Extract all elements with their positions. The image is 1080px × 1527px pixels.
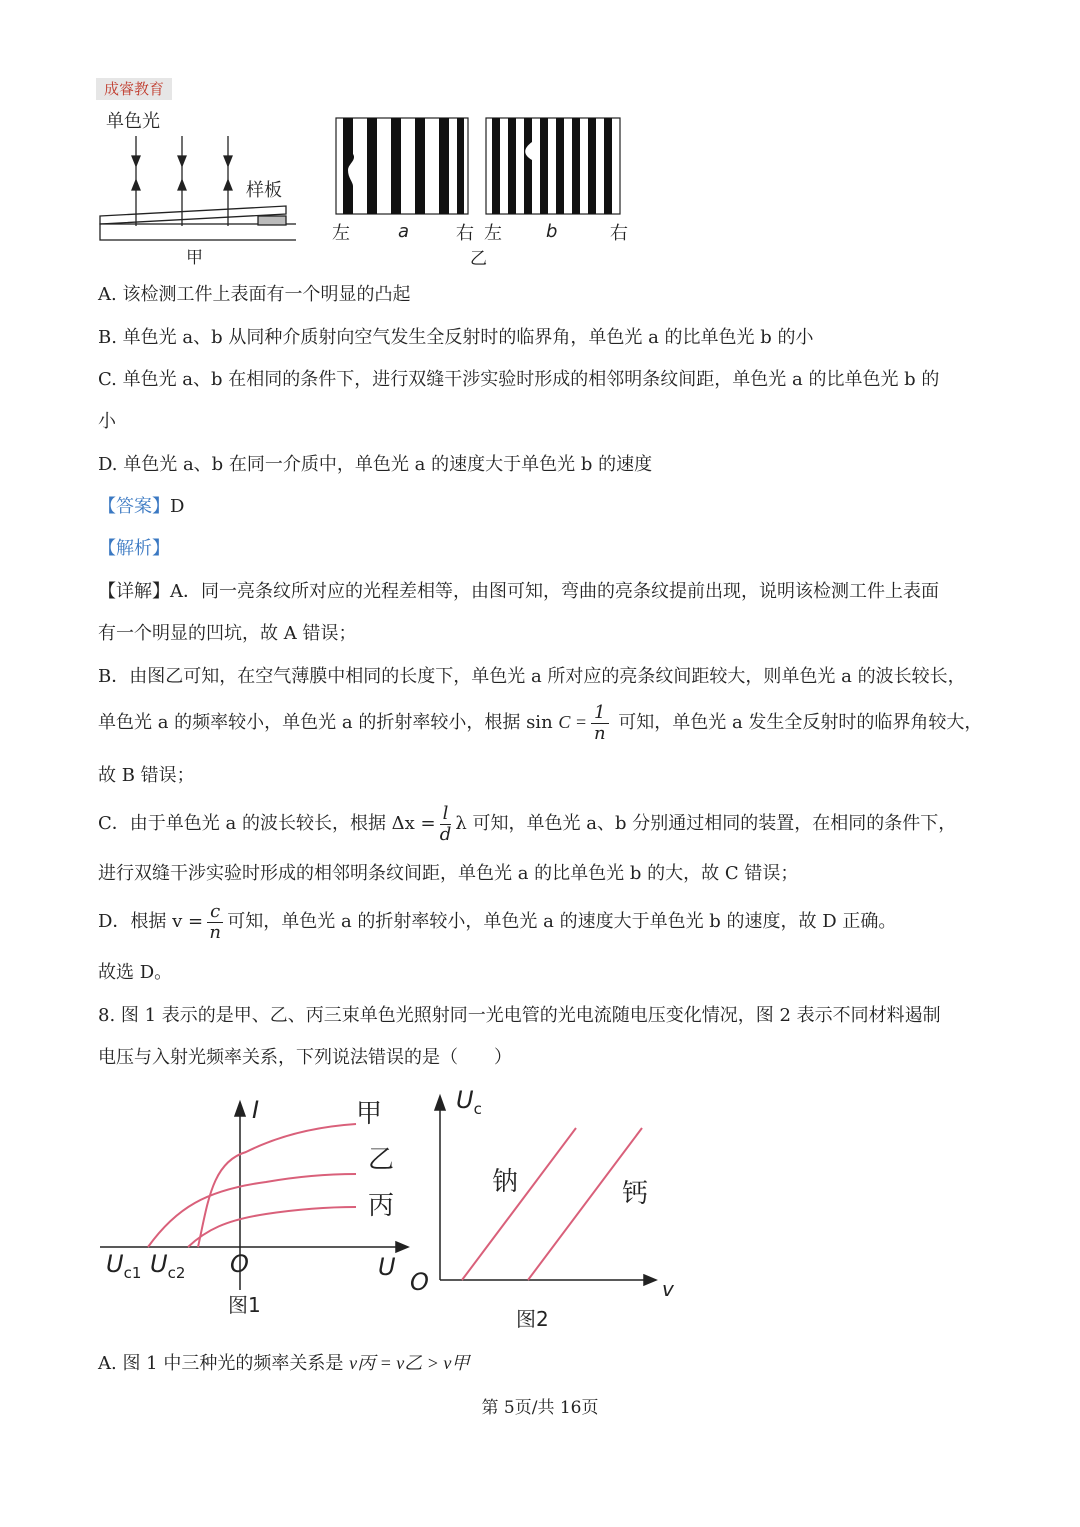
fringe-b-right: 右 xyxy=(610,223,628,244)
figure-1-caption: 图1 xyxy=(228,1293,261,1317)
fig2-x-label: v xyxy=(662,1277,674,1301)
page-footer: 第 5页/共 16页 xyxy=(481,1398,599,1418)
fig1-axes xyxy=(100,1102,408,1290)
line-label-sodium: 钠 xyxy=(492,1167,519,1197)
analysis-tag: 【解析】 xyxy=(98,538,170,559)
detail-d-line1 xyxy=(98,900,896,944)
option-8a-text: A. 图 1 中三种光的频率关系是 xyxy=(98,1353,344,1374)
question-8-line1: 8. 图 1 表示的是甲、乙、丙三束单色光照射同一光电管的光电流随电压变化情况，图 2 表示不同材料遏制 xyxy=(98,1005,941,1026)
detail-d-line1-prefix: D．根据 v = xyxy=(98,911,204,932)
fringe-a-left: 左 xyxy=(332,223,350,244)
formula-dx-den: d xyxy=(439,823,452,845)
formula-v-num: c xyxy=(207,902,223,923)
detail-a-line1 xyxy=(98,580,939,604)
answer-line xyxy=(98,495,184,519)
formula-dx-num: l xyxy=(440,804,452,825)
detail-d-line1-suffix: 可知，单色光 a 的折射率较小，单色光 a 的速度大于单色光 b 的速度，故 D 正确。 xyxy=(227,911,897,932)
option-7c-line1: C. 单色光 a、b 在相同的条件下，进行双缝干涉实验时形成的相邻明条纹间距，单色光 a 的比单色光 b 的 xyxy=(98,369,940,390)
figure-yi-caption: 乙 xyxy=(470,249,487,268)
option-8a-formula: v丙 = v乙 > v甲 xyxy=(349,1353,470,1373)
detail-a-text: A．同一亮条纹所对应的光程差相等，由图可知，弯曲的亮条纹提前出现，说明该检测工件上表面 xyxy=(170,581,939,602)
detail-a-line2: 有一个明显的凹坑，故 A 错误； xyxy=(98,623,357,644)
plates xyxy=(100,206,296,240)
detail-b-line2-suffix: 可知，单色光 a 发生全反射时的临界角较大， xyxy=(618,712,983,733)
option-7b: B. 单色光 a、b 从同种介质射向空气发生全反射时的临界角，单色光 a 的比单色光 b 的小 xyxy=(98,327,814,348)
detail-b-line3: 故 B 错误； xyxy=(98,765,195,786)
fig1-y-label: I xyxy=(252,1096,260,1124)
mono-light-label: 单色光 xyxy=(106,111,160,132)
fringe-b-label: b xyxy=(546,221,558,242)
question-8-option-a xyxy=(98,1351,469,1376)
detail-c-line2: 进行双缝干涉实验时形成的相邻明条纹间距，单色光 a 的比单色光 b 的大，故 C 错误； xyxy=(98,863,799,884)
detail-c-line1-prefix: C．由于单色光 a 的波长较长，根据 Δx = xyxy=(98,813,436,834)
detail-c-line1 xyxy=(98,802,956,846)
detail-b-line2-prefix: 单色光 a 的频率较小，单色光 a 的折射率较小，根据 sin xyxy=(98,712,553,733)
fringe-a-label: a xyxy=(398,221,410,242)
formula-sinc-fraction xyxy=(591,703,608,744)
option-7d: D. 单色光 a、b 在同一介质中，单色光 a 的速度大于单色光 b 的速度 xyxy=(98,454,653,475)
figure-1-iu-curves xyxy=(96,1090,416,1330)
formula-sinc-den: n xyxy=(593,722,606,744)
line-label-calcium: 钙 xyxy=(622,1179,649,1209)
formula-v-den: n xyxy=(209,921,221,943)
curve-yi xyxy=(148,1174,356,1247)
line-sodium xyxy=(462,1128,576,1280)
formula-sinc-lhs: C = xyxy=(558,712,588,732)
formula-sinc-num: 1 xyxy=(591,703,608,724)
fringe-b-left: 左 xyxy=(484,223,502,244)
formula-v-fraction xyxy=(207,902,223,943)
detail-b-line2 xyxy=(98,700,982,745)
figure-jia-thin-film xyxy=(96,108,296,268)
plate-label: 样板 xyxy=(246,180,282,201)
figure-2-caption: 图2 xyxy=(516,1307,549,1331)
answer-value: D xyxy=(170,496,185,517)
conclusion-line: 故选 D。 xyxy=(98,962,173,983)
fig1-origin-label: O xyxy=(230,1250,249,1278)
series-label-bing: 丙 xyxy=(368,1191,395,1221)
figure-2-uc-v xyxy=(404,1078,684,1338)
detail-tag: 【详解】 xyxy=(98,581,170,602)
answer-tag: 【答案】 xyxy=(98,496,170,517)
series-label-yi: 乙 xyxy=(368,1145,395,1175)
curve-bing xyxy=(188,1207,356,1247)
watermark-label: 成睿教育 xyxy=(96,78,172,100)
fig1-x-label: U xyxy=(378,1253,396,1281)
curve-jia xyxy=(198,1124,356,1247)
figure-jia-caption: 甲 xyxy=(186,248,203,268)
fig1-uc2-label: $U_{c2}$ xyxy=(150,1250,186,1282)
option-7a: A. 该检测工件上表面有一个明显的凸起 xyxy=(98,284,411,305)
question-8-line2: 电压与入射光频率关系，下列说法错误的是（ ） xyxy=(98,1047,512,1068)
series-label-jia: 甲 xyxy=(356,1099,383,1129)
fig1-uc1-label: $U_{c1}$ xyxy=(106,1250,142,1282)
figure-yi-fringes xyxy=(330,116,630,268)
fig2-origin-label: O xyxy=(410,1268,429,1296)
formula-dx-fraction xyxy=(440,804,452,845)
detail-b-line1: B．由图乙可知，在空气薄膜中相同的长度下，单色光 a 所对应的亮条纹间距较大，则单色光 a 的波长较长， xyxy=(98,666,966,687)
fringe-a-right: 右 xyxy=(456,223,474,244)
option-7c-line2: 小 xyxy=(98,411,116,432)
light-rays xyxy=(132,136,232,226)
fig2-y-label: $U_c$ xyxy=(456,1086,482,1118)
detail-c-line1-suffix: λ 可知，单色光 a、b 分别通过相同的装置，在相同的条件下， xyxy=(455,813,957,834)
